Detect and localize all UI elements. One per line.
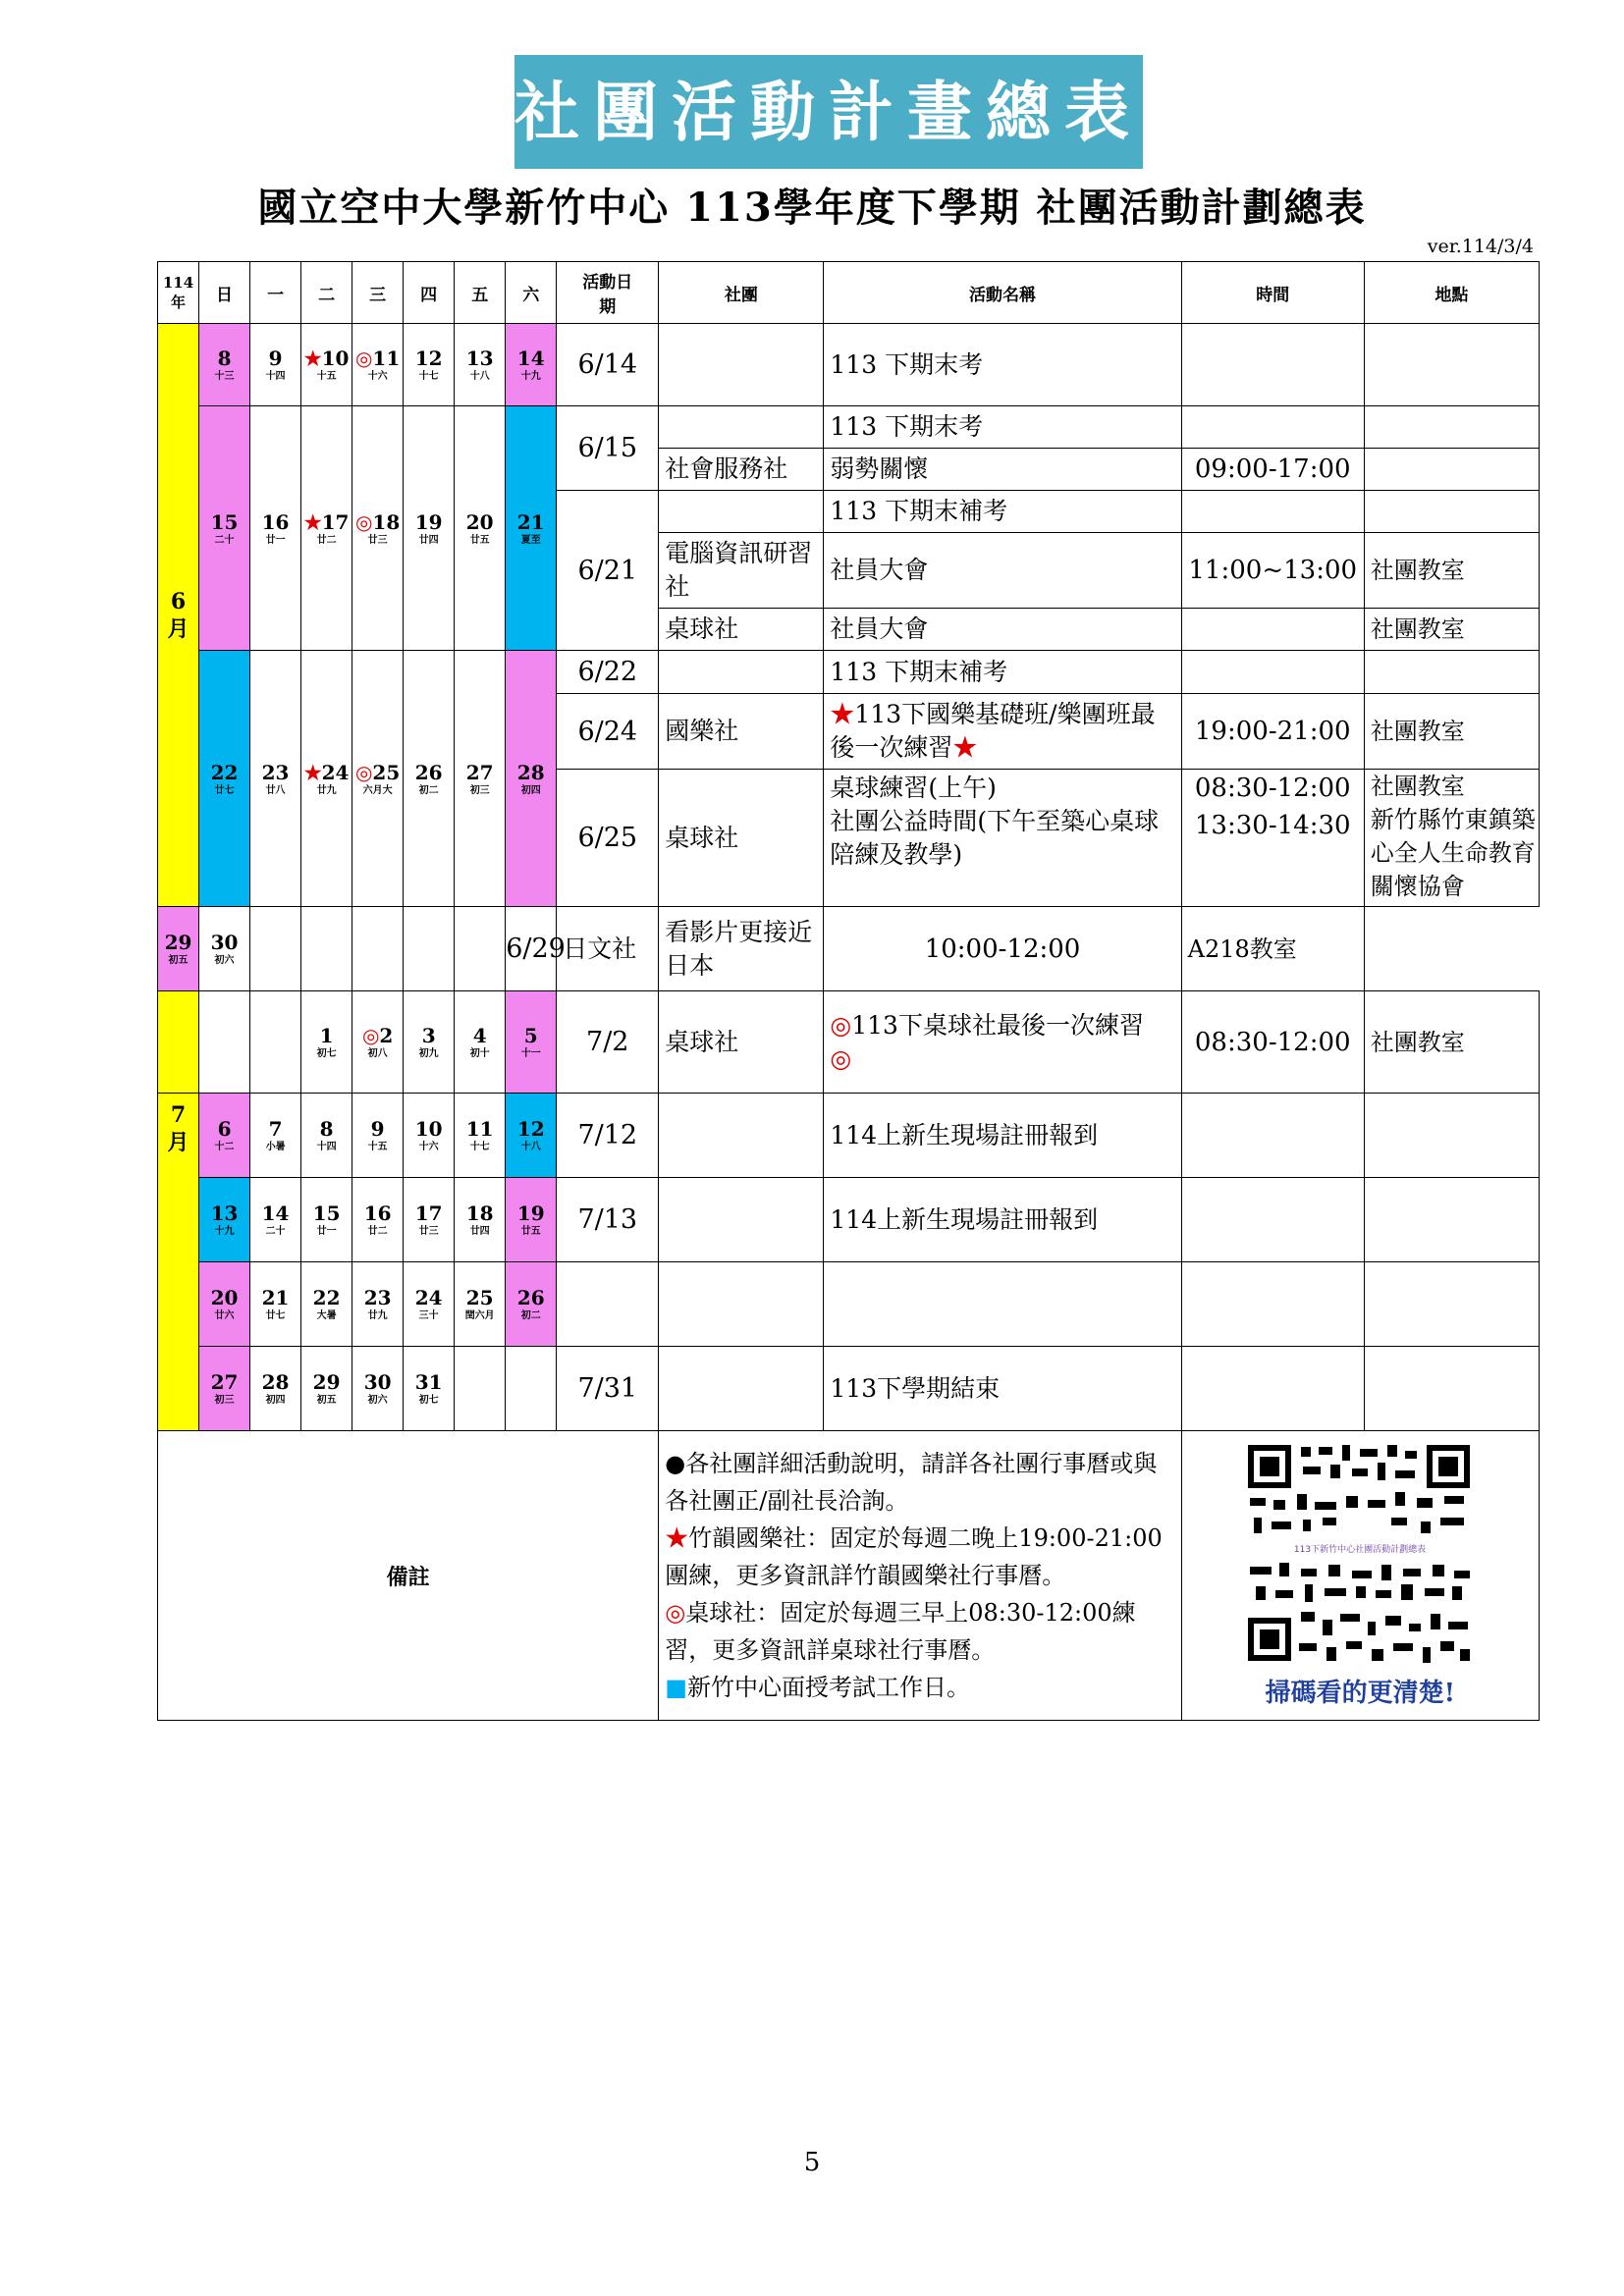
version-label: ver.114/3/4: [1427, 236, 1534, 257]
day-cell: 22 大暑: [301, 1262, 352, 1347]
day-cell: 15 廿一: [301, 1178, 352, 1262]
time-cell: [1181, 609, 1364, 651]
activity-name: 看影片更接近日本: [659, 907, 824, 991]
table-header-row: [158, 262, 1540, 324]
day-cell: 9 十五: [352, 1094, 404, 1178]
day-cell: 28 初四: [250, 1347, 301, 1431]
day-cell: 26 初二: [506, 1262, 557, 1347]
activity-name: 桌球練習(上午) 社團公益時間(下午至築心桌球陪練及教學): [824, 770, 1181, 907]
club-cell: 桌球社: [659, 991, 824, 1094]
qr-box: [1181, 1431, 1539, 1721]
note-music-club: 竹韻國樂社：固定於每週二晚上19:00-21:00團練，更多資訊詳竹韻國樂社行事曆。: [665, 1524, 1163, 1589]
activity-table: [157, 261, 1540, 1721]
notes-content: [659, 1431, 1181, 1721]
table-row: [158, 1262, 1540, 1347]
activity-name: 113 下期末補考: [824, 651, 1181, 694]
club-cell: 桌球社: [659, 609, 824, 651]
day-cell: [455, 1347, 506, 1431]
day-cell: ★24 廿九: [301, 651, 352, 907]
time-cell: 19:00-21:00: [1181, 694, 1364, 770]
location-cell: [1364, 491, 1539, 533]
day-cell: 19 廿五: [506, 1178, 557, 1262]
note-exam-day: 新竹中心面授考試工作日。: [686, 1674, 970, 1701]
activity-date: 6/24: [557, 694, 659, 770]
weekday-fri: 五: [455, 262, 506, 324]
day-cell: 17 廿三: [404, 1178, 455, 1262]
month-july: 7 月: [158, 1094, 199, 1431]
day-cell: 24 三十: [404, 1262, 455, 1347]
activity-date: 7/12: [557, 1094, 659, 1178]
table-row: [158, 651, 1540, 694]
day-cell: 27 初三: [455, 651, 506, 907]
month-june: 6 月: [158, 324, 199, 907]
day-cell: 4 初十: [455, 991, 506, 1094]
location-cell: [1364, 406, 1539, 449]
day-cell: [250, 907, 301, 991]
day-cell: 23 廿九: [352, 1262, 404, 1347]
weekday-mon: 一: [250, 262, 301, 324]
time-cell: [1181, 324, 1364, 406]
activity-name: 113 下期末考: [824, 324, 1181, 406]
activity-name: ★113下國樂基礎班/樂團班最後一次練習★: [824, 694, 1181, 770]
star-icon: ★: [665, 1524, 689, 1552]
club-cell: [659, 1347, 824, 1431]
location-cell: [1364, 1094, 1539, 1178]
table-row: [158, 1347, 1540, 1431]
club-cell: [659, 491, 824, 533]
club-cell: [659, 1262, 824, 1347]
time-cell: 08:30-12:00: [1181, 991, 1364, 1094]
year-header: 114 年: [158, 262, 199, 324]
weekday-thu: 四: [404, 262, 455, 324]
location-cell: A218教室: [1181, 907, 1364, 991]
day-cell: 16 廿二: [352, 1178, 404, 1262]
day-cell: 29 初五: [158, 907, 199, 991]
activity-date: 7/13: [557, 1178, 659, 1262]
day-cell: 21 夏至: [506, 406, 557, 651]
time-cell: 10:00-12:00: [824, 907, 1181, 991]
activity-date: 6/14: [557, 324, 659, 406]
time-cell: 09:00-17:00: [1181, 449, 1364, 491]
activity-name: [824, 1262, 1181, 1347]
activity-date-header: 活動日期: [557, 262, 659, 324]
time-cell: 11:00~13:00: [1181, 533, 1364, 609]
activity-date: 7/31: [557, 1347, 659, 1431]
activity-date: 7/2: [557, 991, 659, 1094]
day-cell: 23 廿八: [250, 651, 301, 907]
day-cell: [506, 1347, 557, 1431]
activity-name: 114上新生現場註冊報到: [824, 1094, 1181, 1178]
note-table-tennis: 桌球社：固定於每週三早上08:30-12:00練習，更多資訊詳桌球社行事曆。: [665, 1599, 1136, 1664]
day-cell: [404, 907, 455, 991]
activity-date: 6/21: [557, 491, 659, 651]
club-cell: [659, 406, 824, 449]
day-cell: 12 十八: [506, 1094, 557, 1178]
notes-row: [158, 1431, 1540, 1721]
day-cell: 7 小暑: [250, 1094, 301, 1178]
club-cell: [659, 1178, 824, 1262]
day-cell: 31 初七: [404, 1347, 455, 1431]
day-cell: [352, 907, 404, 991]
day-cell: 15 二十: [199, 406, 250, 651]
location-cell: 社團教室 新竹縣竹東鎮築心全人生命教育關懷協會: [1364, 770, 1539, 907]
day-cell: 21 廿七: [250, 1262, 301, 1347]
activity-date: [557, 1262, 659, 1347]
activity-name-header: 活動名稱: [824, 262, 1181, 324]
day-cell: 10 十六: [404, 1094, 455, 1178]
day-cell: 11 十七: [455, 1094, 506, 1178]
day-cell: 8 十四: [301, 1094, 352, 1178]
day-cell: 6 十二: [199, 1094, 250, 1178]
club-cell: [659, 324, 824, 406]
qr-caption: 掃碼看的更清楚!: [1265, 1679, 1456, 1708]
activity-date: 6/29: [506, 907, 557, 991]
activity-name: 社員大會: [824, 609, 1181, 651]
location-cell: [1364, 1347, 1539, 1431]
ring-icon: ◎: [665, 1599, 686, 1627]
day-cell: 30 初六: [352, 1347, 404, 1431]
club-cell: [659, 1094, 824, 1178]
month-july-top: [158, 991, 199, 1094]
day-cell: 5 十一: [506, 991, 557, 1094]
day-cell: 3 初九: [404, 991, 455, 1094]
weekday-sat: 六: [506, 262, 557, 324]
day-cell: ★10 十五: [301, 324, 352, 406]
day-cell: 13 十九: [199, 1178, 250, 1262]
day-cell: [455, 907, 506, 991]
day-cell: [250, 991, 301, 1094]
club-cell: 桌球社: [659, 770, 824, 907]
activity-name: 113下學期結束: [824, 1347, 1181, 1431]
weekday-wed: 三: [352, 262, 404, 324]
qr-inner-label: 113下新竹中心社團活動計劃總表: [1294, 1545, 1427, 1555]
day-cell: 25 閏六月: [455, 1262, 506, 1347]
qr-code-icon[interactable]: [1244, 1441, 1476, 1667]
time-cell: [1181, 491, 1364, 533]
day-cell: ◎18 廿三: [352, 406, 404, 651]
table-row: [158, 324, 1540, 406]
day-cell: 13 十八: [455, 324, 506, 406]
club-header: 社團: [659, 262, 824, 324]
time-cell: [1181, 1094, 1364, 1178]
activity-name: 113 下期末考: [824, 406, 1181, 449]
day-cell: 26 初二: [404, 651, 455, 907]
day-cell: 22 廿七: [199, 651, 250, 907]
day-cell: 20 廿五: [455, 406, 506, 651]
activity-name: 弱勢關懷: [824, 449, 1181, 491]
day-cell: ◎25 六月大: [352, 651, 404, 907]
activity-date: 6/15: [557, 406, 659, 491]
time-cell: [1181, 1178, 1364, 1262]
activity-name: 114上新生現場註冊報到: [824, 1178, 1181, 1262]
time-header: 時間: [1181, 262, 1364, 324]
day-cell: 9 十四: [250, 324, 301, 406]
square-icon: ■: [665, 1674, 687, 1701]
note-general: ●各社團詳細活動說明，請詳各社團行事曆或與各社團正/副社長洽詢。: [665, 1450, 1158, 1515]
day-cell: ◎2 初八: [352, 991, 404, 1094]
banner: 社團活動計畫總表: [514, 55, 1143, 169]
day-cell: 20 廿六: [199, 1262, 250, 1347]
day-cell: 14 二十: [250, 1178, 301, 1262]
day-cell: [301, 907, 352, 991]
club-cell: 國樂社: [659, 694, 824, 770]
table-row: [158, 907, 1540, 991]
day-cell: 14 十九: [506, 324, 557, 406]
day-cell: ★17 廿二: [301, 406, 352, 651]
day-cell: 19 廿四: [404, 406, 455, 651]
activity-name: 113 下期末補考: [824, 491, 1181, 533]
location-cell: [1364, 1178, 1539, 1262]
time-cell: [1181, 1347, 1364, 1431]
club-cell: 日文社: [557, 907, 659, 991]
activity-date: 6/22: [557, 651, 659, 694]
day-cell: 8 十三: [199, 324, 250, 406]
day-cell: [199, 991, 250, 1094]
page-title: 國立空中大學新竹中心 113學年度下學期 社團活動計劃總表: [257, 185, 1367, 231]
table-row: [158, 991, 1540, 1094]
day-cell: 27 初三: [199, 1347, 250, 1431]
time-cell: [1181, 406, 1364, 449]
day-cell: 18 廿四: [455, 1178, 506, 1262]
time-cell: [1181, 1262, 1364, 1347]
location-cell: [1364, 1262, 1539, 1347]
activity-name: 社員大會: [824, 533, 1181, 609]
day-cell: 29 初五: [301, 1347, 352, 1431]
notes-label: 備註: [158, 1431, 659, 1721]
location-cell: 社團教室: [1364, 991, 1539, 1094]
page-number: 5: [803, 2148, 821, 2177]
location-header: 地點: [1364, 262, 1539, 324]
location-cell: 社團教室: [1364, 609, 1539, 651]
location-cell: 社團教室: [1364, 533, 1539, 609]
weekday-sun: 日: [199, 262, 250, 324]
location-cell: 社團教室: [1364, 694, 1539, 770]
location-cell: [1364, 449, 1539, 491]
day-cell: 30 初六: [199, 907, 250, 991]
weekday-tue: 二: [301, 262, 352, 324]
day-cell: 12 十七: [404, 324, 455, 406]
activity-date: 6/25: [557, 770, 659, 907]
day-cell: 28 初四: [506, 651, 557, 907]
time-cell: [1181, 651, 1364, 694]
table-row: [158, 406, 1540, 449]
day-cell: 16 廿一: [250, 406, 301, 651]
location-cell: [1364, 651, 1539, 694]
time-cell: 08:30-12:00 13:30-14:30: [1181, 770, 1364, 907]
club-cell: [659, 651, 824, 694]
table-row: [158, 1178, 1540, 1262]
club-cell: 社會服務社: [659, 449, 824, 491]
club-cell: 電腦資訊研習社: [659, 533, 824, 609]
day-cell: ◎11 十六: [352, 324, 404, 406]
day-cell: 1 初七: [301, 991, 352, 1094]
location-cell: [1364, 324, 1539, 406]
table-row: [158, 1094, 1540, 1178]
activity-name: ◎113下桌球社最後一次練習 ◎: [824, 991, 1181, 1094]
